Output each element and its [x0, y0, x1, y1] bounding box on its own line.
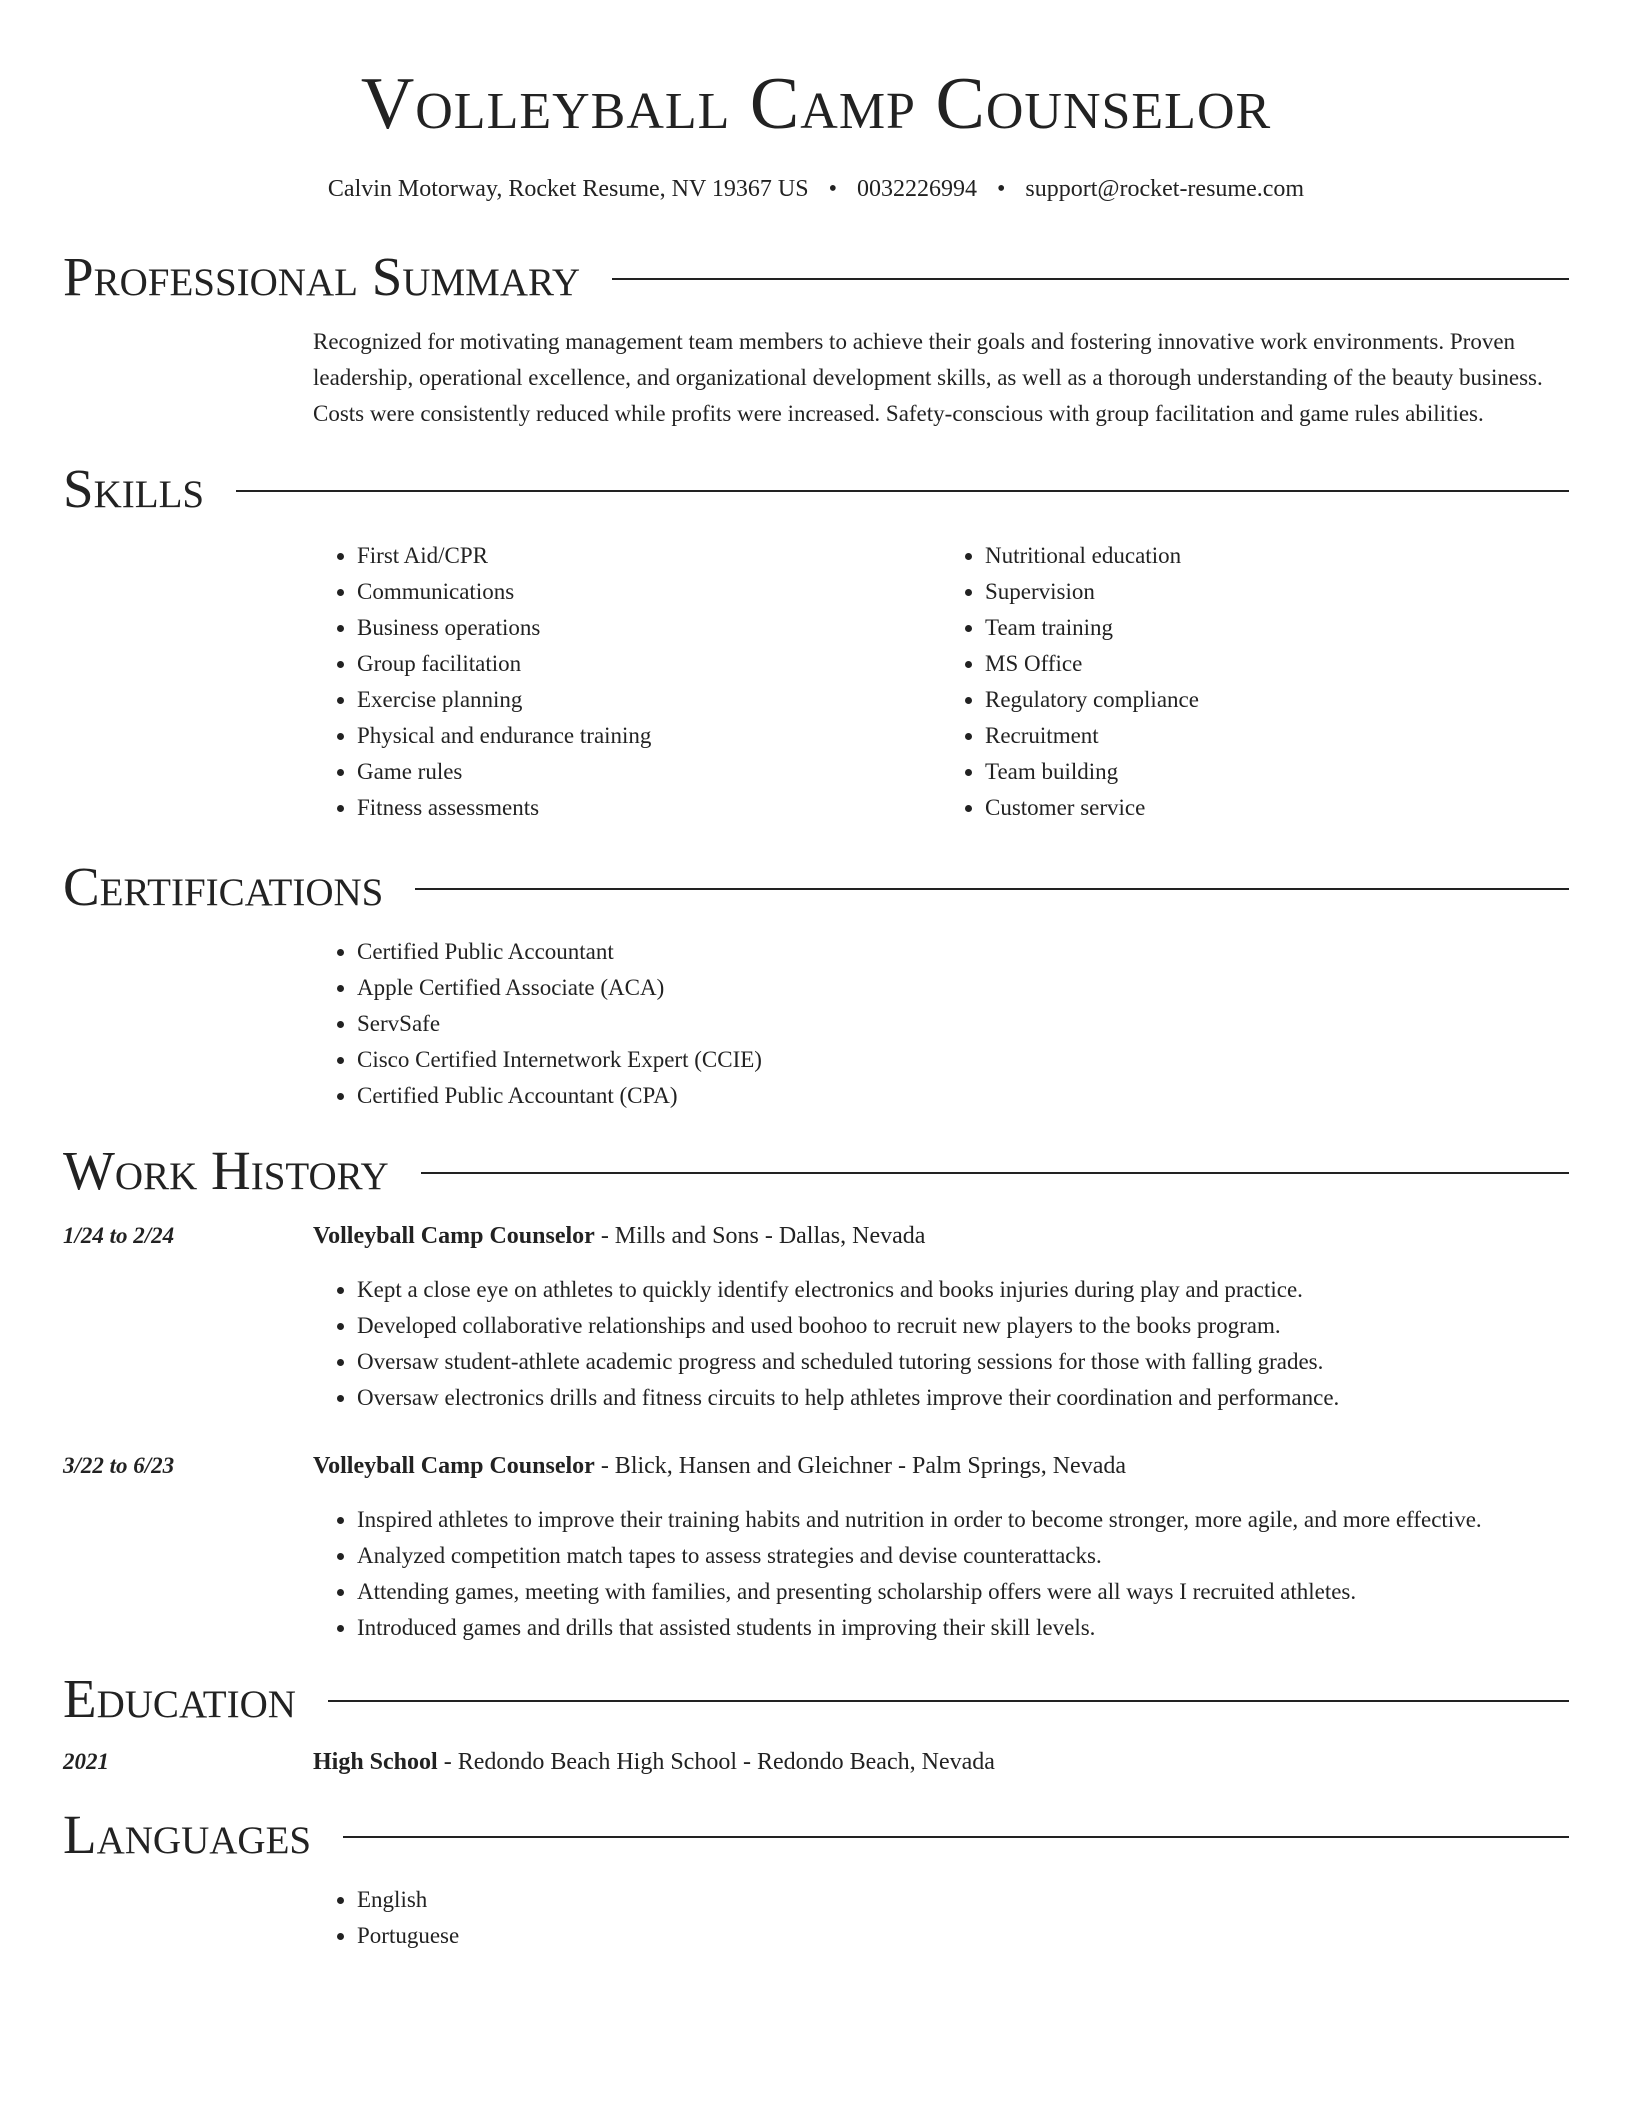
- job-header: [63, 1448, 1569, 1484]
- education-degree: High School: [313, 1749, 438, 1775]
- job-bullet: • Developed collaborative relationships and used boohoo to recruit new players to the books program.: [357, 1308, 1569, 1344]
- certifications-section-header: [63, 852, 1569, 922]
- section-divider: [415, 888, 1569, 890]
- job-bullet: • Inspired athletes to improve their training habits and nutrition in order to become stronger, more agile, and more effective.: [357, 1502, 1569, 1538]
- section-divider: [612, 278, 1569, 280]
- language-item: • Portuguese: [357, 1918, 1569, 1954]
- skill-item: • Fitness assessments: [357, 790, 941, 826]
- certification-item: • ServSafe: [357, 1006, 1569, 1042]
- job-title-line: [313, 1218, 925, 1254]
- education-school-location: - Redondo Beach High School - Redondo Beach, Nevada: [437, 1749, 995, 1775]
- skill-item: • Team training: [985, 610, 1569, 646]
- contact-separator: •: [828, 176, 837, 202]
- skill-item: • Team building: [985, 754, 1569, 790]
- skill-item: • First Aid/CPR: [357, 538, 941, 574]
- skills-list-right: [941, 538, 1569, 826]
- work-heading: Work History: [63, 1140, 389, 1201]
- job-title-line: [313, 1448, 1126, 1484]
- contact-email: support@rocket-resume.com: [1025, 176, 1305, 202]
- section-divider: [421, 1172, 1569, 1174]
- contact-address: Calvin Motorway, Rocket Resume, NV 19367 US: [327, 176, 809, 202]
- job-dates: 3/22 to 6/23: [63, 1453, 175, 1478]
- certification-item: • Apple Certified Associate (ACA): [357, 970, 1569, 1006]
- skill-item: • Game rules: [357, 754, 941, 790]
- skills-heading: Skills: [63, 458, 205, 519]
- education-entry: [63, 1744, 1569, 1780]
- skill-item: • Regulatory compliance: [985, 682, 1569, 718]
- summary-heading: Professional Summary: [63, 246, 581, 307]
- summary-section-header: [63, 242, 1569, 312]
- contact-line: [63, 172, 1569, 206]
- summary-text: Recognized for motivating management team members to achieve their goals and fostering innovative work environments. Proven leadership, operational excellence, and organizational development skills, as well as a thorough understanding of the beauty business. Costs were consistently reduced while profits were increased. Safety-conscious with group facilitation and game rules abilities.: [313, 329, 1543, 426]
- skill-item: • Customer service: [985, 790, 1569, 826]
- job-bullet: • Introduced games and drills that assisted students in improving their skill levels.: [357, 1610, 1569, 1646]
- job-entry: [63, 1448, 1569, 1646]
- job-bullet: • Kept a close eye on athletes to quickly identify electronics and books injuries during play and practice.: [357, 1272, 1569, 1308]
- job-bullets: [313, 1502, 1569, 1646]
- certification-item: • Certified Public Accountant: [357, 934, 1569, 970]
- work-section-header: [63, 1136, 1569, 1206]
- skill-item: • Business operations: [357, 610, 941, 646]
- skill-item: • Exercise planning: [357, 682, 941, 718]
- certifications-heading: Certifications: [63, 856, 384, 917]
- job-employer-location: - Mills and Sons - Dallas, Nevada: [594, 1223, 926, 1249]
- education-section-header: [63, 1664, 1569, 1734]
- skill-item: • Communications: [357, 574, 941, 610]
- skill-item: • Group facilitation: [357, 646, 941, 682]
- job-bullet: • Attending games, meeting with families, and presenting scholarship offers were all ways I recruited athletes.: [357, 1574, 1569, 1610]
- education-year: 2021: [63, 1749, 109, 1774]
- skills-columns: [313, 538, 1569, 826]
- job-bullets: [313, 1272, 1569, 1416]
- job-header: [63, 1218, 1569, 1254]
- job-dates: 1/24 to 2/24: [63, 1223, 175, 1248]
- contact-separator: •: [996, 176, 1006, 202]
- certification-item: • Certified Public Accountant (CPA): [357, 1078, 1569, 1114]
- section-divider: [236, 490, 1569, 492]
- job-bullet-list: [313, 1502, 1569, 1646]
- language-item: • English: [357, 1882, 1569, 1918]
- skill-item: • MS Office: [985, 646, 1569, 682]
- job-employer-location: - Blick, Hansen and Gleichner - Palm Springs, Nevada: [594, 1453, 1127, 1479]
- languages-heading: Languages: [63, 1804, 312, 1865]
- skill-item: • Recruitment: [985, 718, 1569, 754]
- languages-block: [313, 1882, 1569, 1954]
- skill-item: • Physical and endurance training: [357, 718, 941, 754]
- certification-item: • Cisco Certified Internetwork Expert (CCIE): [357, 1042, 1569, 1078]
- skills-list-left: [313, 538, 941, 826]
- job-bullet: • Analyzed competition match tapes to assess strategies and devise counterattacks.: [357, 1538, 1569, 1574]
- job-title: Volleyball Camp Counselor: [313, 1223, 595, 1249]
- section-divider: [328, 1700, 1569, 1702]
- job-bullet: • Oversaw student-athlete academic progress and scheduled tutoring sessions for those with falling grades.: [357, 1344, 1569, 1380]
- skill-item: • Nutritional education: [985, 538, 1569, 574]
- certifications-block: [313, 934, 1569, 1114]
- languages-list: [313, 1882, 1569, 1954]
- certifications-list: [313, 934, 1569, 1114]
- job-entry: [63, 1218, 1569, 1416]
- skill-item: • Supervision: [985, 574, 1569, 610]
- job-title: Volleyball Camp Counselor: [313, 1453, 595, 1479]
- languages-section-header: [63, 1800, 1569, 1870]
- education-line: [313, 1744, 995, 1780]
- job-bullet-list: [313, 1272, 1569, 1416]
- contact-phone: 0032226994: [856, 176, 977, 202]
- education-heading: Education: [63, 1668, 296, 1729]
- resume-name: Volleyball Camp Counselor: [360, 63, 1272, 145]
- job-bullet: • Oversaw electronics drills and fitness circuits to help athletes improve their coordination and performance.: [357, 1380, 1569, 1416]
- section-divider: [343, 1836, 1569, 1838]
- skills-section-header: [63, 454, 1569, 524]
